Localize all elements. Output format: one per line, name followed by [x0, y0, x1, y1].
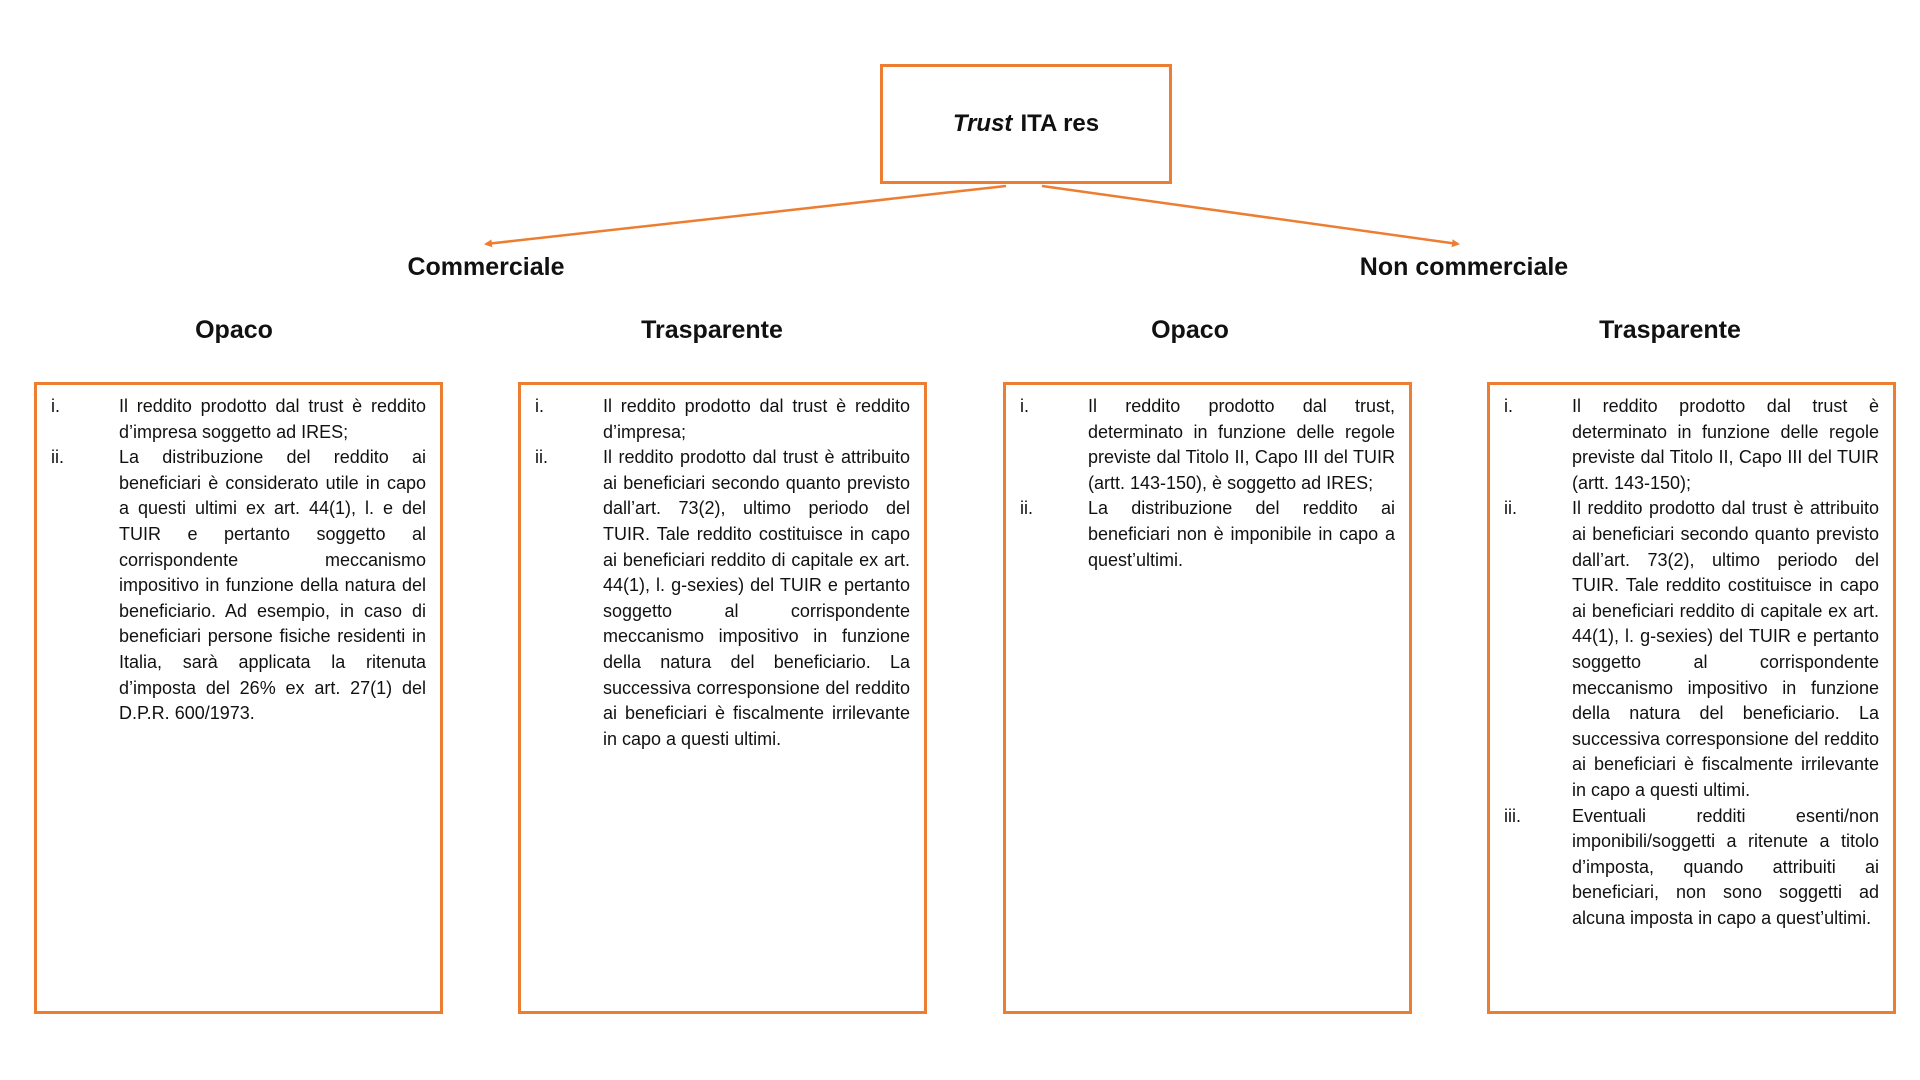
item-number: i.	[1020, 396, 1029, 416]
item-text: Eventuali redditi esenti/non imponibili/soggetti a ritenute a titolo d’imposta, quando attribuiti ai beneficiari, non sono soggetti ad alcuna imposta in capo a quest’ultimi.	[1572, 805, 1879, 928]
branch-commerciale: Commerciale	[407, 253, 565, 281]
heading-commerciale-trasparente: Trasparente	[641, 316, 783, 344]
item-number: ii.	[535, 447, 548, 468]
panel-commerciale-trasparente	[518, 382, 927, 1014]
item-number: ii.	[51, 447, 64, 468]
list-item	[1020, 394, 1395, 496]
item-text: La distribuzione del reddito ai beneficiari è considerato utile in capo a questi ultimi ex art. 44(1), l. e del TUIR e pertanto soggetto al corrispondente meccanismo impositivo in funzione della natura del beneficiario. Ad esempio, in caso di beneficiari persone fisiche residenti in Italia, sarà applicata la ritenuta d’imposta del 26% ex art. 27(1) del D.P.R. 600/1973.	[119, 447, 426, 724]
panel-non-commerciale-trasparente	[1487, 382, 1896, 1014]
item-number: ii.	[1504, 498, 1517, 519]
item-text: La distribuzione del reddito ai beneficiari non è imponibile in capo a quest’ultimi.	[1088, 498, 1395, 570]
list-item	[51, 445, 426, 727]
panel-commerciale-opaco	[34, 382, 443, 1014]
heading-non-commerciale-opaco: Opaco	[1151, 316, 1229, 344]
item-text: Il reddito prodotto dal trust è reddito d’impresa soggetto ad IRES;	[119, 396, 426, 442]
item-number: i.	[1504, 396, 1513, 416]
list-item	[1504, 394, 1879, 496]
item-number: iii.	[1504, 805, 1521, 826]
list-item	[535, 394, 910, 445]
list-item	[1504, 496, 1879, 803]
panel-non-commerciale-opaco	[1003, 382, 1412, 1014]
root-node	[880, 64, 1172, 184]
branch-non-commerciale: Non commerciale	[1359, 253, 1569, 281]
list-item	[535, 445, 910, 752]
item-number: ii.	[1020, 498, 1033, 519]
heading-non-commerciale-trasparente: Trasparente	[1599, 316, 1741, 344]
list-item	[1020, 496, 1395, 573]
list-item	[1504, 804, 1879, 932]
item-text: Il reddito prodotto dal trust, determinato in funzione delle regole previste dal Titolo II, Capo III del TUIR (artt. 143-150), è soggetto ad IRES;	[1088, 396, 1395, 493]
root-title-italic: Trust	[952, 110, 1013, 137]
item-number: i.	[535, 396, 544, 416]
arrow-to-commerciale	[486, 186, 1006, 244]
arrow-to-non-commerciale	[1042, 186, 1458, 244]
item-text: Il reddito prodotto dal trust è reddito d’impresa;	[603, 396, 910, 442]
list-item	[51, 394, 426, 445]
item-text: Il reddito prodotto dal trust è attribuito ai beneficiari secondo quanto previsto dall’art. 73(2), ultimo periodo del TUIR. Tale reddito costituisce in capo ai beneficiari reddito di capitale ex art. 44(1), l. g-sexies) del TUIR e pertanto soggetto al corrispondente meccanismo impositivo in funzione della natura del beneficiario. La successiva corresponsione del reddito ai beneficiari è fiscalmente irrilevante in capo a questi ultimi.	[1572, 498, 1879, 800]
heading-commerciale-opaco: Opaco	[195, 316, 273, 344]
item-text: Il reddito prodotto dal trust è attribuito ai beneficiari secondo quanto previsto dall’art. 73(2), ultimo periodo del TUIR. Tale reddito costituisce in capo ai beneficiari reddito di capitale ex art. 44(1), l. g-sexies) del TUIR e pertanto soggetto al corrispondente meccanismo impositivo in funzione della natura del beneficiario. La successiva corresponsione del reddito ai beneficiari è fiscalmente irrilevante in capo a questi ultimi.	[603, 447, 910, 749]
item-number: i.	[51, 396, 60, 416]
item-text: Il reddito prodotto dal trust è determinato in funzione delle regole previste dal Titolo II, Capo III del TUIR (artt. 143-150);	[1572, 396, 1879, 493]
root-title-rest: ITA res	[1020, 110, 1100, 137]
